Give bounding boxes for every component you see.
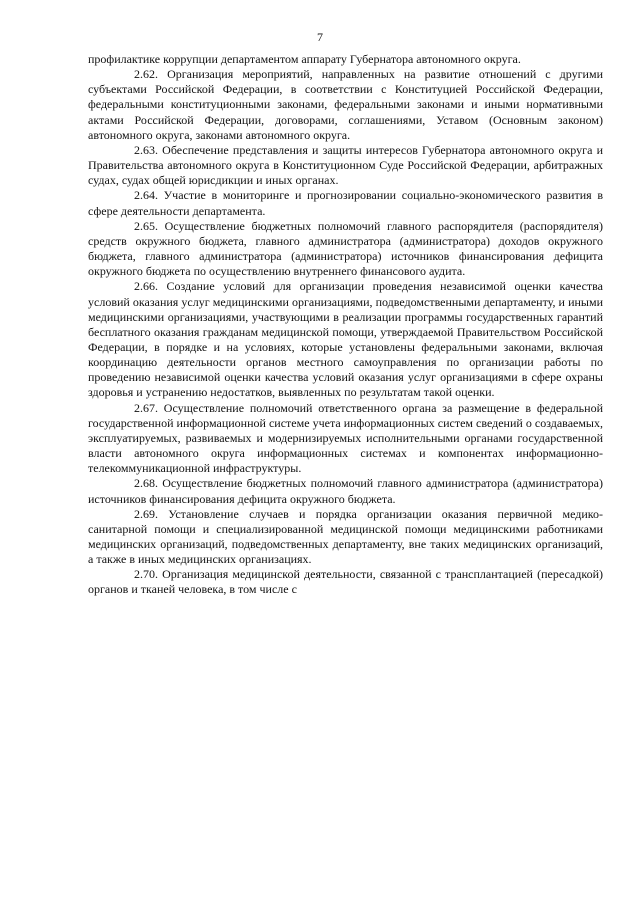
paragraph-2-66: 2.66. Создание условий для организации проведения независимой оценки качества условий оказания услуг медицинскими организациями, подведомственными департаменту, и иными медицинскими организациями, участвующими в реализации программы государственных гарантий бесплатного оказания гражданам медицинской помощи, утверждаемой Правительством Российской Федерации, в порядке и на условиях, которые установлены федеральными законами, включая координацию деятельности органов местного самоуправления по организации работы по проведению независимой оценки качества условий оказания услуг организациями в сфере охраны здоровья и устранению недостатков, выявленных по результатам такой оценки. xyxy=(88,279,603,400)
document-body xyxy=(88,52,603,598)
paragraph-2-67: 2.67. Осуществление полномочий ответственного органа за размещение в федеральной государственной информационной системе учета информационных систем сведений о создаваемых, эксплуатируемых, развиваемых и модернизируемых исполнительными органами государственной власти автономного округа информационных системах и компонентах информационно-телекоммуникационной инфраструктуры. xyxy=(88,400,603,476)
paragraph-2-63: 2.63. Обеспечение представления и защиты интересов Губернатора автономного округа и Правительства автономного округа в Конституционном Суде Российской Федерации, арбитражных судах, судах общей юрисдикции и иных органах. xyxy=(88,142,603,188)
paragraph-2-62: 2.62. Организация мероприятий, направленных на развитие отношений с другими субъектами Российской Федерации, в соответствии с Конституцией Российской Федерации, федеральными конституционными законами, федеральными законами и иными нормативными актами Российской Федерации, договорами, соглашениями, Уставом (Основным законом) автономного округа, законами автономного округа. xyxy=(88,67,603,142)
page-number: 7 xyxy=(317,30,323,44)
paragraph-2-64: 2.64. Участие в мониторинге и прогнозировании социально-экономического развития в сфере деятельности департамента. xyxy=(88,188,603,218)
paragraph-2-70: 2.70. Организация медицинской деятельности, связанной с трансплантацией (пересадкой) органов и тканей человека, в том числе с xyxy=(88,567,603,597)
paragraph-2-68: 2.68. Осуществление бюджетных полномочий главного администратора (администратора) источников финансирования дефицита окружного бюджета. xyxy=(88,476,603,506)
paragraph-continuation: профилактике коррупции департаментом аппарату Губернатора автономного округа. xyxy=(88,52,521,66)
paragraph-2-69: 2.69. Установление случаев и порядка организации оказания первичной медико-санитарной помощи и специализированной медицинской помощи медицинскими работниками медицинских организаций, подведомственных департаменту, вне таких медицинских организаций, а также в иных медицинских организациях. xyxy=(88,506,603,567)
paragraph-2-65: 2.65. Осуществление бюджетных полномочий главного распорядителя (распорядителя) средств окружного бюджета, главного администратора (администратора) доходов окружного бюджета, главного администратора (администратора) источников финансирования дефицита окружного бюджета по осуществлению внутреннего финансового аудита. xyxy=(88,218,603,279)
